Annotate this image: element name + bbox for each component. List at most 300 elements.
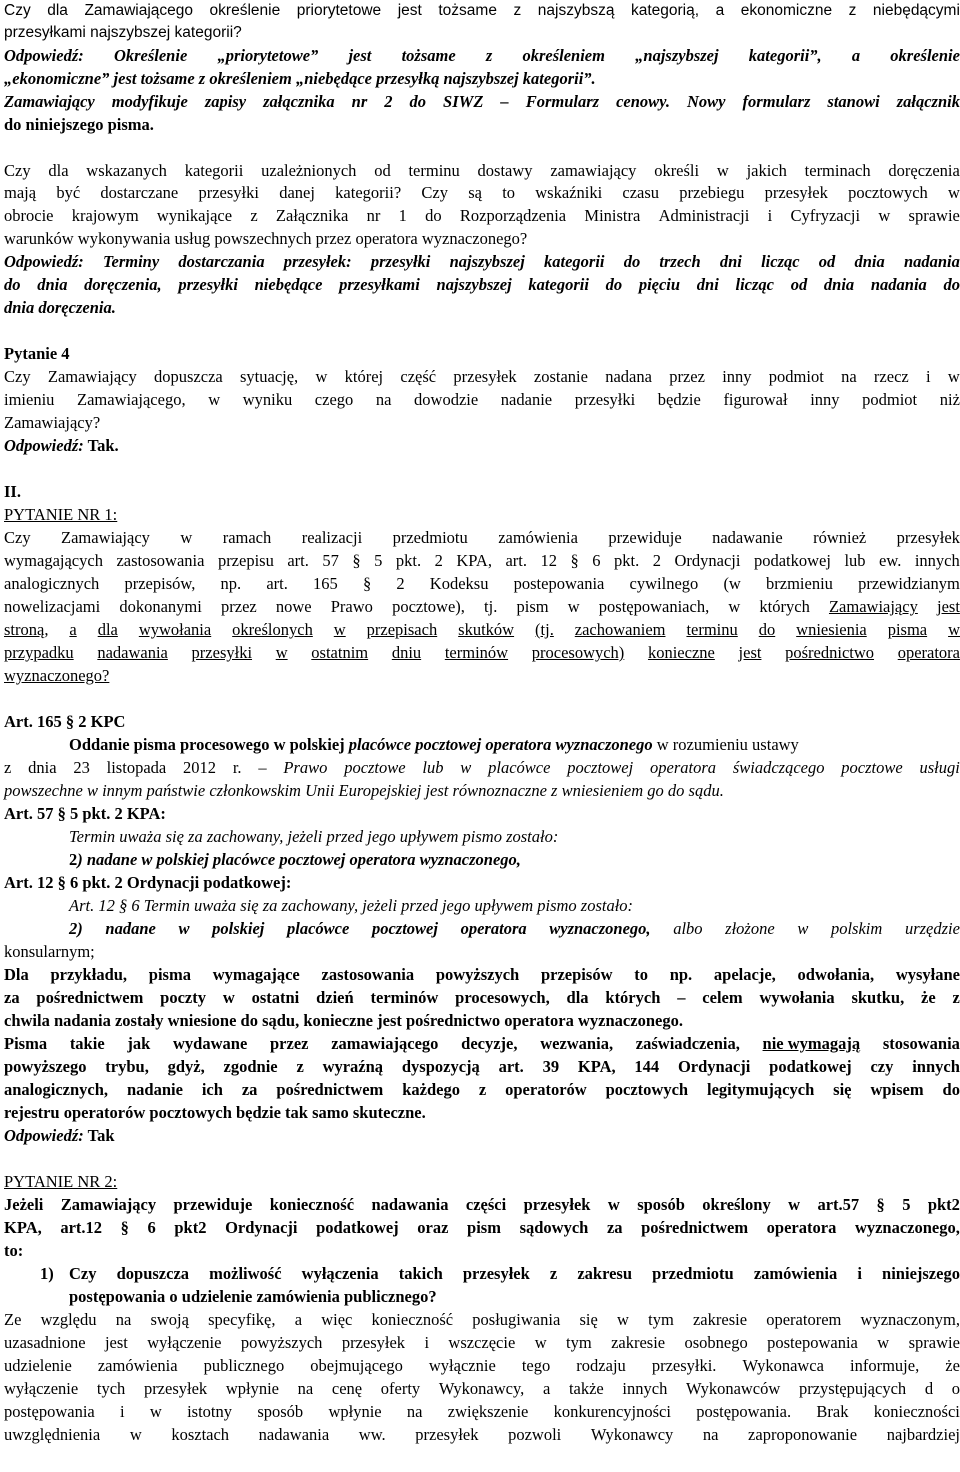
word: uzależnionych [261, 161, 357, 180]
word: do [605, 275, 623, 294]
word: Prawo [283, 758, 328, 777]
word: art. [498, 1057, 524, 1076]
word: złożone [725, 919, 775, 938]
word: przepisu [217, 551, 274, 570]
word: wyłączenie [147, 1333, 222, 1352]
word: Cyfryzacji [790, 206, 861, 225]
word: modyfikuje [111, 92, 188, 111]
question-2-title: PYTANIE NR 2: [4, 1172, 118, 1191]
word: wskaźniki [535, 183, 603, 202]
art12-line: konsularnym; [4, 942, 95, 961]
question-2-body-line [4, 1355, 960, 1378]
art12-line [69, 918, 960, 941]
word: sądowych [519, 1218, 589, 1237]
word: Pisma [4, 1034, 48, 1053]
word: z [549, 1264, 558, 1283]
word: nowelizacjami [4, 597, 101, 616]
art165-line: powszechne w innym państwie członkowskim Unii Europejskiej jest równoznaczne z wniesieniem go do sądu. [4, 781, 724, 800]
word: jakich [746, 161, 787, 180]
word: „priorytetowe” [217, 46, 319, 65]
word: przepisów, [124, 574, 196, 593]
question-2-body-line [4, 1332, 960, 1355]
word: wezwania, [540, 1034, 614, 1053]
word: kategorią, [630, 2, 700, 19]
word: kategorii [544, 252, 605, 271]
top-answer-line: „ekonomiczne” jest tożsame z określeniem „niebędące przesyłką najszybszej kategorii”. [4, 69, 596, 88]
word: pośrednictwem [276, 1080, 384, 1099]
word: w [149, 1402, 162, 1421]
word: tożsame [401, 46, 456, 65]
word: zamówienia [97, 1356, 178, 1375]
word: osobnego [684, 1333, 748, 1352]
word: ekonomiczne [740, 2, 833, 19]
word: Czy [421, 183, 448, 202]
word: zaproponowanie [748, 1425, 858, 1444]
word: na [702, 1425, 719, 1444]
word: innych [622, 1379, 668, 1398]
word: 2) [69, 919, 83, 938]
word: niebędące [254, 275, 323, 294]
q3-line [4, 160, 960, 183]
word: wniesienia [796, 620, 867, 639]
word: konkurencyjności [553, 1402, 671, 1421]
word: przesyłki [370, 252, 431, 271]
word: w [333, 620, 346, 639]
word: zakresu [577, 1264, 633, 1283]
word: jest [348, 46, 372, 65]
word: za [606, 1218, 623, 1237]
word: zamówienia [753, 1264, 838, 1283]
art165-line [4, 757, 960, 780]
word: Rozporządzenia [459, 206, 567, 225]
word: stosowania [882, 1034, 960, 1053]
word: się [833, 1080, 852, 1099]
word: a [542, 1379, 551, 1398]
word: w [878, 206, 891, 225]
word: dla [97, 620, 118, 639]
word: operatora [897, 643, 960, 662]
word: Odpowiedź: [4, 252, 84, 271]
word: dla [566, 988, 589, 1007]
word: dla [48, 161, 69, 180]
word: dopuszcza [116, 1264, 190, 1283]
word: KPA, [4, 1218, 42, 1237]
word: § [570, 551, 579, 570]
word: jest [397, 2, 422, 19]
word: których [605, 988, 661, 1007]
word: jak [127, 1034, 151, 1053]
word: najszybszej [449, 252, 525, 271]
word: takie [69, 1034, 105, 1053]
word: procesowych, [455, 988, 550, 1007]
q3-answer-line [4, 274, 960, 297]
word: Terminy [102, 252, 160, 271]
word: podatkowej [753, 551, 831, 570]
word: pism [467, 1218, 501, 1237]
word: operatora [650, 758, 717, 777]
answer-label: Odpowiedź: [4, 1126, 84, 1145]
word: nr [366, 206, 381, 225]
word: Formularz [525, 92, 600, 111]
question-2-line [4, 1194, 960, 1217]
word: przesyłki [198, 183, 259, 202]
q3-line: warunków wykonywania usług powszechnych przez operatora wyznaczonego? [4, 229, 528, 248]
word: Zamawiający [60, 1195, 157, 1214]
word: i [424, 1333, 430, 1352]
word: apelacje, [713, 965, 776, 984]
word: stanowi [827, 92, 880, 111]
word: pięciu [638, 275, 681, 294]
word: Czy [4, 367, 31, 386]
word: dnia [37, 275, 68, 294]
question-2-line: to: [4, 1241, 24, 1260]
word: podatkowej [769, 1057, 852, 1076]
word: części [465, 1195, 507, 1214]
word: Wykonawcy, [438, 1379, 525, 1398]
word: nie wymagają [762, 1034, 861, 1053]
word: przypadku [4, 643, 74, 662]
word: wynikające [156, 206, 233, 225]
word: z [848, 2, 857, 19]
word: najszybszą [537, 2, 615, 19]
word: wyniku [242, 390, 293, 409]
word: w [797, 919, 809, 938]
word: na [297, 1379, 314, 1398]
word: powyższego [4, 1057, 87, 1076]
word: konieczność [371, 1310, 454, 1329]
word: 6 [147, 1218, 156, 1237]
word: Zamawiający [61, 528, 150, 547]
word: 5 [902, 1195, 911, 1214]
word: sprawie [908, 1333, 960, 1352]
word: to [634, 965, 648, 984]
word: w [948, 620, 960, 639]
word: podatkowej [316, 1218, 399, 1237]
word: danej [279, 183, 315, 202]
word: 2012 [183, 758, 217, 777]
word: określonych [232, 620, 313, 639]
word: 5 [374, 551, 383, 570]
art165-text-bold: Oddanie pisma procesowego w polskiej [69, 735, 349, 754]
word: sprawie [908, 206, 960, 225]
word: dni [696, 275, 719, 294]
word: przesyłki [178, 275, 238, 294]
word: podmiot [768, 367, 824, 386]
word: art.57 [817, 1195, 860, 1214]
art57-title: Art. 57 § 5 pkt. 2 KPA: [4, 804, 166, 823]
word: polskim [830, 919, 883, 938]
word: i [120, 1402, 125, 1421]
word: trzech [659, 252, 701, 271]
word: przesyłek [453, 367, 517, 386]
word: postępowania. [696, 1402, 792, 1421]
word: jest [738, 643, 762, 662]
question-2-line [4, 1217, 960, 1240]
word: placówce [488, 758, 551, 777]
word: wpisem [870, 1080, 924, 1099]
word: kategorii [528, 275, 589, 294]
word: pkt2 [927, 1195, 960, 1214]
top-answer-line [4, 91, 960, 114]
word: figurował [723, 390, 788, 409]
word: do [758, 620, 776, 639]
word: wskazanych [86, 161, 167, 180]
word: zostanie [533, 367, 588, 386]
example-answer [4, 1125, 115, 1148]
word: na [406, 1402, 423, 1421]
word: jest [936, 597, 960, 616]
word: § [362, 574, 372, 593]
word: na [115, 1310, 132, 1329]
word: z [478, 1080, 487, 1099]
word: wyznaczonego, [549, 919, 651, 938]
word: dnia [28, 758, 57, 777]
q3-line [4, 182, 960, 205]
word: przykładu, [50, 965, 128, 984]
word: istotny [187, 1402, 233, 1421]
word: cenowy. [616, 92, 670, 111]
question-2-item-line [69, 1263, 960, 1286]
word: zastosowania [321, 965, 415, 984]
word: tym [566, 1333, 592, 1352]
word: publicznego [203, 1356, 285, 1375]
word: dniu [391, 643, 422, 662]
word: dostawy [477, 161, 533, 180]
word: celem [702, 988, 743, 1007]
word: 12 [540, 551, 557, 570]
question-2-body-line [4, 1401, 960, 1424]
word: wydawane [173, 1034, 248, 1053]
word: dostarczania [178, 252, 265, 271]
word: przesyłek [523, 1195, 591, 1214]
list-item-number: 1) [40, 1264, 54, 1283]
word: przesyłki. [651, 1356, 717, 1375]
word: Określenie [113, 46, 188, 65]
word: postępowania [4, 1402, 95, 1421]
word: KPA, [456, 551, 492, 570]
word: operatorem [766, 1310, 842, 1329]
word: przesyłek [143, 1379, 208, 1398]
word: stroną, [4, 620, 49, 639]
word: poczty [160, 988, 206, 1007]
word: czego [314, 390, 354, 409]
word: pocztowych [848, 183, 928, 202]
word: rzecz [873, 367, 909, 386]
word: nadania [903, 252, 960, 271]
word: Zamawiający [4, 92, 95, 111]
word: doręczenia [888, 161, 960, 180]
word: w [222, 988, 235, 1007]
word: doręczenia, [84, 275, 162, 294]
word: być [56, 183, 81, 202]
word: Zamawiający [47, 367, 137, 386]
word: przesyłki [191, 643, 253, 662]
word: w [208, 390, 221, 409]
word: że [921, 988, 936, 1007]
word: pisma [148, 965, 191, 984]
word: ich [201, 1080, 223, 1099]
word: do [425, 206, 442, 225]
word: dzień [316, 988, 354, 1007]
word: w [534, 1333, 547, 1352]
word: pkt. [614, 551, 640, 570]
word: niż [939, 390, 960, 409]
word: nadawania [371, 1195, 449, 1214]
word: albo [673, 919, 703, 938]
word: przesyłek [462, 1264, 530, 1283]
word: lub [422, 758, 444, 777]
word: 165 [313, 574, 338, 593]
word: 2 [434, 551, 443, 570]
word: do [942, 1080, 960, 1099]
word: dni [719, 252, 742, 271]
word: kategorii”, [748, 46, 822, 65]
word: podmiot [862, 390, 918, 409]
word: operatora [460, 919, 527, 938]
word: przewiduje [608, 528, 682, 547]
word: sposób [257, 1402, 304, 1421]
word: przesyłek: [283, 252, 352, 271]
word: dnia [854, 252, 885, 271]
word: Zamawiającego, [77, 390, 186, 409]
word: z [4, 758, 12, 777]
word: konieczność [269, 1195, 355, 1214]
word: względu [40, 1310, 97, 1329]
word: wyłącznie [428, 1356, 496, 1375]
word: sposób [637, 1195, 685, 1214]
word: przesyłkami [339, 275, 420, 294]
word: realizacji [301, 528, 363, 547]
word: w [315, 367, 328, 386]
word: do [409, 92, 427, 111]
word: na [841, 367, 857, 386]
word: gdyż, [167, 1057, 205, 1076]
word: ramach [222, 528, 272, 547]
word: formularz [742, 92, 811, 111]
art57-line [69, 849, 521, 872]
word: Kodeksu [429, 574, 489, 593]
word: oferty [380, 1379, 421, 1398]
word: pocztowej [371, 919, 438, 938]
word: cywilnego [629, 574, 699, 593]
word: w [877, 1333, 890, 1352]
word: w [728, 597, 741, 616]
word: wywołania [138, 620, 212, 639]
word: Wykonawcy [590, 1425, 674, 1444]
word: przesyłki [574, 390, 636, 409]
word: przewiduje [173, 1195, 253, 1214]
word: zastosowania [116, 551, 205, 570]
example-line: chwila nadania zostały wniesione do sądu, konieczne jest pośrednictwo operatora wyznaczonego. [4, 1011, 683, 1030]
word: terminów [444, 643, 509, 662]
word: skutków [458, 620, 515, 639]
word: załącznik [896, 92, 960, 111]
word: pocztowe), [392, 597, 465, 616]
word: mają [4, 183, 37, 202]
word: innych [912, 1057, 960, 1076]
word: zapisy [204, 92, 247, 111]
word: dnia [823, 275, 855, 294]
word: zaświadczenia, [635, 1034, 740, 1053]
word: zgodnie [223, 1057, 278, 1076]
word: – [677, 988, 686, 1007]
word: nadane [105, 919, 156, 938]
top-question-line: przesyłkami najszybszej kategorii? [4, 24, 242, 41]
word: wyraźną [322, 1057, 384, 1076]
word: przystępujących [798, 1379, 907, 1398]
word: art. [505, 551, 527, 570]
word: której [344, 367, 384, 386]
word: swoją [150, 1310, 189, 1329]
word: priorytetowe [296, 2, 382, 19]
word: określony [702, 1195, 771, 1214]
word: tych [96, 1379, 126, 1398]
word: terminu [408, 161, 460, 180]
word: § [120, 1218, 129, 1237]
word: nowe [275, 597, 312, 616]
word: przepisach [366, 620, 438, 639]
word: Administracji [658, 206, 750, 225]
word: SIWZ [443, 92, 484, 111]
word: w [178, 919, 190, 938]
word: pośrednictwem [36, 988, 144, 1007]
word: rodzaju [576, 1356, 626, 1375]
word: część [400, 367, 437, 386]
word: 39 [542, 1057, 560, 1076]
word: określeniem [522, 46, 605, 65]
question-2-body-line [4, 1378, 960, 1401]
word: za [241, 1080, 258, 1099]
question-2-body-line [4, 1424, 960, 1447]
word: lub [844, 551, 866, 570]
word: i [767, 206, 773, 225]
word: wywołania [759, 988, 835, 1007]
word: § [352, 551, 361, 570]
word: dopuszcza [154, 367, 223, 386]
word: przesyłek [764, 183, 828, 202]
word: od [374, 161, 391, 180]
word: specyfikę, [208, 1310, 276, 1329]
word: wyłączenia [301, 1264, 379, 1283]
word: przedmiotu [392, 528, 468, 547]
word: Wykonawca [742, 1356, 824, 1375]
word: posługiwania [472, 1310, 561, 1329]
word: jest [104, 1333, 128, 1352]
question-2-item-line: postępowania o udzielenie zamówienia publicznego? [69, 1287, 437, 1306]
word: ostatni [251, 988, 300, 1007]
word: tj. [484, 597, 498, 616]
word: 57 [322, 551, 339, 570]
word: za [4, 988, 20, 1007]
word: ew. [879, 551, 902, 570]
question-1-line [4, 619, 960, 642]
word: urzędzie [904, 919, 960, 938]
word: KPA, [577, 1057, 616, 1076]
art165-text: w rozumieniu ustawy [652, 735, 799, 754]
word: 1 [398, 206, 407, 225]
word: usługi [919, 758, 960, 777]
word: Czy [69, 1264, 97, 1283]
word: w [180, 528, 193, 547]
art57-point-text: ) nadane w polskiej placówce pocztowej operatora wyznaczonego, [77, 850, 521, 869]
word: niebędącymi [872, 2, 960, 19]
word: analogicznych, [4, 1080, 109, 1099]
word: cenę [331, 1379, 363, 1398]
word: placówce [287, 919, 350, 938]
word: przedmiotu [652, 1264, 734, 1283]
word: – [500, 92, 509, 111]
word: zamawiający [550, 161, 637, 180]
